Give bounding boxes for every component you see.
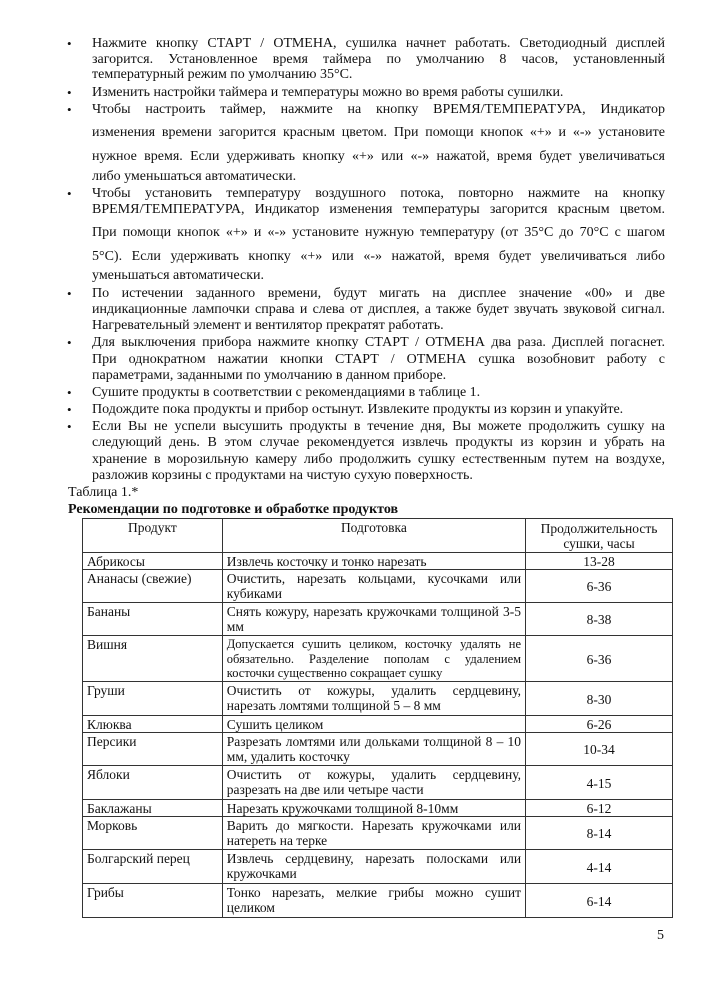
bullet-icon: •	[67, 186, 72, 201]
bullet-text-line: Сушите продукты в соответствии с рекомендациями в таблице 1.	[92, 385, 481, 400]
cell-duration: 6-12	[526, 800, 673, 817]
cell-duration: 10-34	[526, 733, 673, 766]
cell-preparation: Тонко нарезать, мелкие грибы можно сушит целиком	[222, 884, 525, 918]
cell-product: Болгарский перец	[83, 850, 223, 884]
cell-product: Вишня	[83, 636, 223, 682]
cell-product: Баклажаны	[83, 800, 223, 817]
bullet-icon: •	[67, 385, 72, 400]
cell-product: Яблоки	[83, 766, 223, 800]
cell-duration: 4-15	[526, 766, 673, 800]
bullet-text-line: параметрами, заданными по умолчанию в данном приборе.	[92, 368, 447, 383]
table-row	[83, 716, 673, 733]
cell-duration: 4-14	[526, 850, 673, 884]
cell-duration: 8-14	[526, 817, 673, 850]
cell-preparation: Варить до мягкости. Нарезать кружочками или натереть на терке	[222, 817, 525, 850]
bullet-text-line: следующий день. В этом случае рекомендуется извлечь продукты из корзин и убрать на	[92, 435, 665, 450]
table-row	[83, 733, 673, 766]
cell-preparation: Очистить от кожуры, удалить сердцевину, нарезать ломтями толщиной 5 – 8 мм	[222, 682, 525, 716]
bullet-text-line: индикационные лампочки справа и слева от дисплея, а также будет звучать звуковой сигнал.	[92, 302, 665, 317]
table-row	[83, 603, 673, 636]
cell-product: Абрикосы	[83, 553, 223, 570]
bullet-text-line: Для выключения прибора нажмите кнопку СТАРТ / ОТМЕНА два раза. Дисплей погаснет.	[92, 335, 665, 350]
cell-duration: 8-38	[526, 603, 673, 636]
cell-duration: 6-14	[526, 884, 673, 918]
page-number: 5	[657, 928, 664, 943]
cell-preparation: Снять кожуру, нарезать кружочками толщиной 3-5 мм	[222, 603, 525, 636]
table-row	[83, 682, 673, 716]
bullet-text-line: Нагревательный элемент и вентилятор прекратят работать.	[92, 318, 444, 333]
table-row	[83, 800, 673, 817]
cell-preparation: Извлечь косточку и тонко нарезать	[222, 553, 525, 570]
cell-preparation: Допускается сушить целиком, косточку удалять не обязательно. Разделение пополам с удалением косточки существенно сокращает сушку	[222, 636, 525, 682]
bullet-text-line: При помощи кнопок «+» и «-» установите нужную температуру (от 35°С до 70°С с шагом	[92, 225, 665, 240]
bullet-icon: •	[67, 335, 72, 350]
table-row	[83, 817, 673, 850]
bullet-icon: •	[67, 419, 72, 434]
bullet-icon: •	[67, 102, 72, 117]
cell-product: Ананасы (свежие)	[83, 570, 223, 603]
bullet-text-line: При однократном нажатии кнопки СТАРТ / ОТМЕНА сушка возобновит работу с	[92, 352, 665, 367]
bullet-text-line: ВРЕМЯ/ТЕМПЕРАТУРА, Индикатор изменения температуры загорится красным цветом.	[92, 202, 665, 217]
cell-duration: 6-26	[526, 716, 673, 733]
cell-product: Бананы	[83, 603, 223, 636]
table-row	[83, 553, 673, 570]
cell-product: Персики	[83, 733, 223, 766]
header-duration: Продолжительность сушки, часы	[526, 519, 673, 553]
cell-preparation: Разрезать ломтями или дольками толщиной 8 – 10 мм, удалить косточку	[222, 733, 525, 766]
bullet-text-line: хранение в морозильную камеру либо продолжить сушку естественным путем на воздухе,	[92, 452, 665, 467]
bullet-text-line: нужное время. Если удерживать кнопку «+» или «-» нажатой, время будет увеличиваться	[92, 149, 665, 164]
table-row	[83, 850, 673, 884]
cell-preparation: Очистить, нарезать кольцами, кусочками или кубиками	[222, 570, 525, 603]
bullet-text-line: Нажмите кнопку СТАРТ / ОТМЕНА, сушилка начнет работать. Светодиодный дисплей	[92, 36, 665, 51]
bullet-text-line: уменьшаться автоматически.	[92, 268, 265, 283]
cell-preparation: Извлечь сердцевину, нарезать полосками или кружочками	[222, 850, 525, 884]
bullet-text-line: Чтобы настроить таймер, нажмите на кнопку ВРЕМЯ/ТЕМПЕРАТУРА, Индикатор	[92, 102, 665, 117]
products-table	[82, 518, 673, 918]
bullet-text-line: 5°С). Если удерживать кнопку «+» или «-» нажатой, время будет увеличиваться либо	[92, 249, 665, 264]
bullet-icon: •	[67, 85, 72, 100]
bullet-text-line: либо уменьшаться автоматически.	[92, 169, 297, 184]
header-product: Продукт	[83, 519, 223, 553]
table-row	[83, 570, 673, 603]
table-row	[83, 884, 673, 918]
cell-preparation: Сушить целиком	[222, 716, 525, 733]
bullet-text-line: Подождите пока продукты и прибор остынут. Извлеките продукты из корзин и упакуйте.	[92, 402, 624, 417]
cell-duration: 13-28	[526, 553, 673, 570]
table-row	[83, 636, 673, 682]
header-preparation: Подготовка	[222, 519, 525, 553]
cell-duration: 8-30	[526, 682, 673, 716]
bullet-text-line: температурный режим по умолчанию 35°С.	[92, 67, 353, 82]
table-row	[83, 766, 673, 800]
bullet-icon: •	[67, 36, 72, 51]
bullet-text-line: Если Вы не успели высушить продукты в течение дня, Вы можете продолжить сушку на	[92, 419, 665, 434]
cell-product: Морковь	[83, 817, 223, 850]
cell-duration: 6-36	[526, 570, 673, 603]
table-header-row	[83, 519, 673, 553]
bullet-text-line: По истечении заданного времени, будут мигать на дисплее значение «00» и две	[92, 286, 665, 301]
cell-preparation: Нарезать кружочками толщиной 8-10мм	[222, 800, 525, 817]
cell-duration: 6-36	[526, 636, 673, 682]
bullet-text-line: изменения времени загорится красным цветом. При помощи кнопок «+» и «-» установите	[92, 125, 665, 140]
bullet-text-line: Изменить настройки таймера и температуры можно во время работы сушилки.	[92, 85, 564, 100]
bullet-icon: •	[67, 286, 72, 301]
bullet-text-line: Чтобы установить температуру воздушного потока, повторно нажмите на кнопку	[92, 186, 665, 201]
cell-product: Грибы	[83, 884, 223, 918]
cell-product: Груши	[83, 682, 223, 716]
bullet-text-line: загорится. Установленное время таймера по умолчанию 8 часов, установленный	[92, 52, 665, 67]
bullet-icon: •	[67, 402, 72, 417]
cell-product: Клюква	[83, 716, 223, 733]
table-label: Таблица 1.*	[68, 485, 139, 500]
table-title: Рекомендации по подготовке и обработке продуктов	[68, 502, 399, 517]
bullet-text-line: разложив корзины с продуктами на чистую сухую поверхность.	[92, 468, 473, 483]
cell-preparation: Очистить от кожуры, удалить сердцевину, разрезать на две или четыре части	[222, 766, 525, 800]
